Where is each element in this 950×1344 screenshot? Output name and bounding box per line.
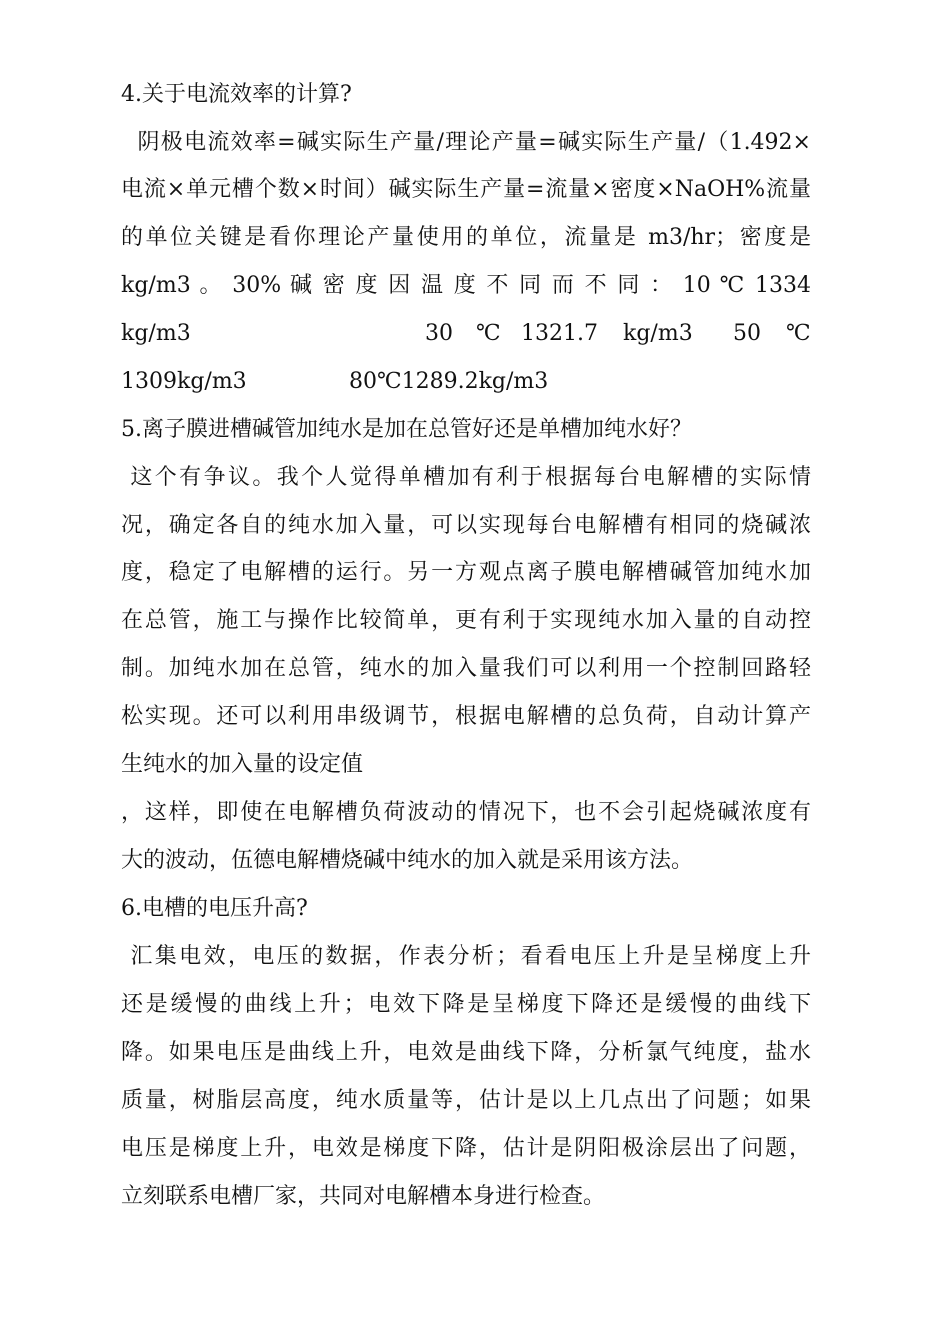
density-unit: kg/m3: [121, 321, 191, 346]
section-4-line-1: 阴极电流效率=碱实际生产量/理论产量=碱实际生产量/（1.492×: [121, 130, 811, 155]
section-4-line-4: kg/m3 。 30% 碱 密 度 因 温 度 不 同 而 不 同 ： 10 ℃ 1334: [121, 273, 811, 298]
section-6-line-1: 汇集电效，电压的数据，作表分析；看看电压上升是呈梯度上升: [121, 944, 811, 969]
section-5-line-6: 松实现。还可以利用串级调节，根据电解槽的总负荷，自动计算产: [121, 704, 811, 729]
density-value: 80℃1289.2kg/m3: [349, 369, 549, 394]
density-temp-unit: ℃: [476, 321, 501, 346]
section-4-line-2: 电流×单元槽个数×时间）碱实际生产量=流量×密度×NaOH%流量: [121, 177, 811, 202]
section-5-line-3: 度，稳定了电解槽的运行。另一方观点离子膜电解槽碱管加纯水加: [121, 560, 811, 585]
density-temp-unit: ℃: [786, 321, 811, 346]
density-temp-value: 50: [733, 321, 761, 346]
section-6-line-5: 电压是梯度上升，电效是梯度下降，估计是阴阳极涂层出了问题，: [121, 1136, 811, 1161]
section-5-heading: 5.离子膜进槽碱管加纯水是加在总管好还是单槽加纯水好？: [121, 417, 692, 442]
section-5-line-1: 这个有争议。我个人觉得单槽加有利于根据每台电解槽的实际情: [121, 465, 811, 490]
section-5-line-7: 生纯水的加入量的设定值: [121, 752, 364, 777]
density-unit: kg/m3: [623, 321, 693, 346]
density-value: 1321.7: [521, 321, 598, 346]
section-6-line-4: 质量，树脂层高度，纯水质量等，估计是以上几点出了问题；如果: [121, 1088, 811, 1113]
density-value: 1309kg/m3: [121, 369, 247, 394]
section-6-heading: 6.电槽的电压升高?: [121, 896, 308, 921]
section-4-line-3: 的单位关键是看你理论产量使用的单位，流量是 m3/hr；密度是: [121, 225, 811, 250]
section-5-line-2: 况，确定各自的纯水加入量，可以实现每台电解槽有相同的烧碱浓: [121, 513, 811, 538]
section-6-line-3: 降。如果电压是曲线上升，电效是曲线下降，分析氯气纯度，盐水: [121, 1040, 811, 1065]
section-5-line-5: 制。加纯水加在总管，纯水的加入量我们可以利用一个控制回路轻: [121, 656, 811, 681]
section-6-line-6: 立刻联系电槽厂家，共同对电解槽本身进行检查。: [121, 1184, 606, 1209]
section-5-line-9: 大的波动，伍德电解槽烧碱中纯水的加入就是采用该方法。: [121, 848, 694, 873]
section-4-heading: 4.关于电流效率的计算?: [121, 82, 352, 107]
density-temp-value: 30: [425, 321, 453, 346]
section-6-line-2: 还是缓慢的曲线上升；电效下降是呈梯度下降还是缓慢的曲线下: [121, 992, 811, 1017]
section-5-line-4: 在总管，施工与操作比较简单，更有利于实现纯水加入量的自动控: [121, 608, 811, 633]
section-5-line-8: ，这样，即使在电解槽负荷波动的情况下，也不会引起烧碱浓度有: [121, 800, 811, 825]
